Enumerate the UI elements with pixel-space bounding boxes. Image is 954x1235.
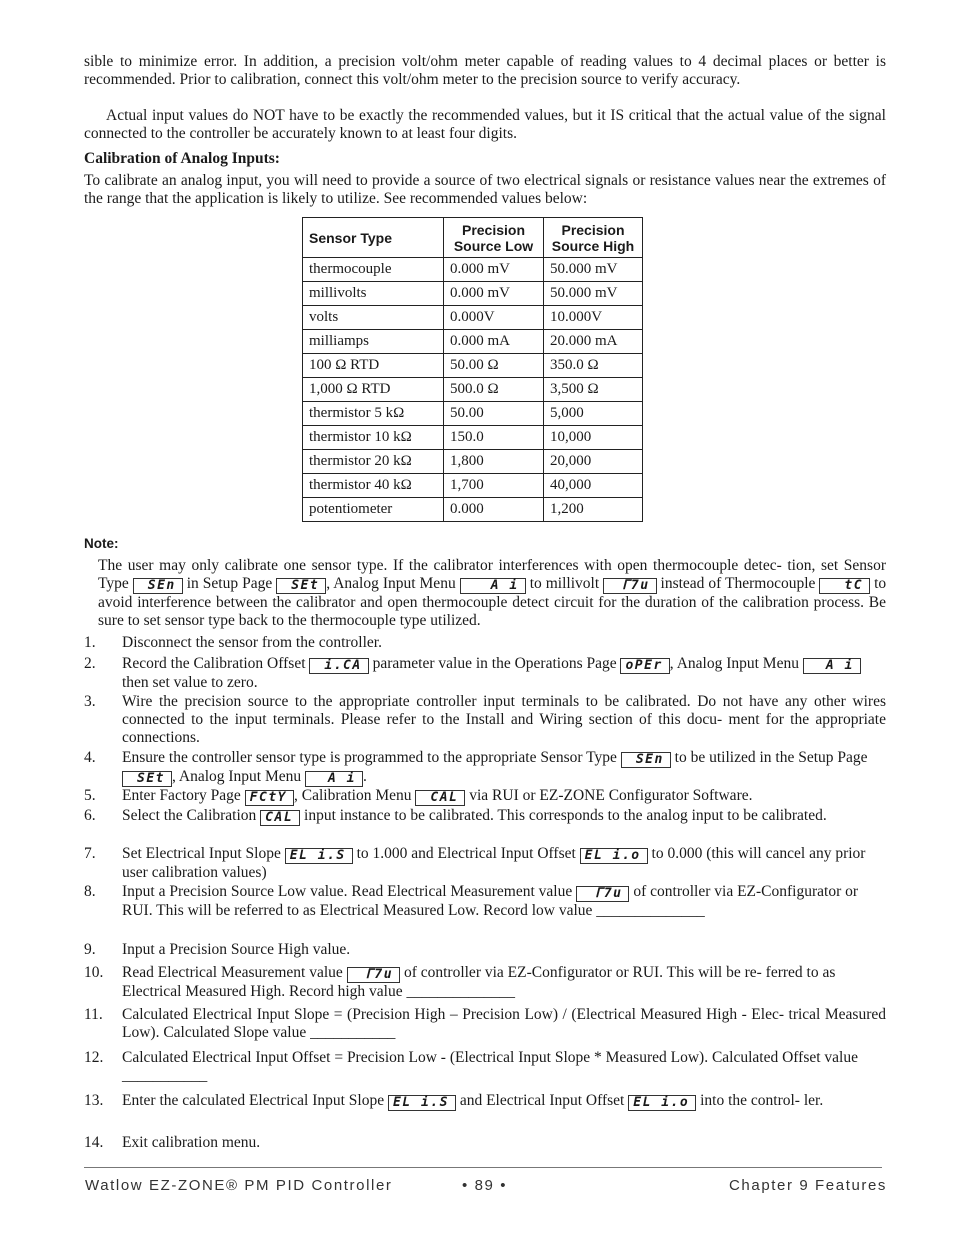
step-1: Disconnect the sensor from the controller. bbox=[122, 634, 382, 651]
thermocouple-code: tC bbox=[819, 578, 870, 594]
table-row bbox=[303, 402, 643, 426]
step-number: 1. bbox=[84, 634, 96, 651]
step-number: 6. bbox=[84, 807, 96, 824]
input-offset-code: EL i.o bbox=[580, 848, 648, 864]
step-number: 12. bbox=[84, 1049, 104, 1066]
table-row bbox=[303, 474, 643, 498]
cell-source-high: 350.0 Ω bbox=[544, 354, 643, 378]
table-row bbox=[303, 378, 643, 402]
table-row bbox=[303, 426, 643, 450]
step-text: . bbox=[363, 768, 367, 785]
cell-source-high: 20,000 bbox=[544, 450, 643, 474]
step-text: Record the Calibration Offset bbox=[122, 655, 306, 672]
step-text: to 0.000 (this will cancel any prior user calibration values) bbox=[122, 845, 866, 881]
note-text-1: The user may only calibrate one sensor type. If the calibrator interferences with open thermocouple detec- tion, set Sensor Type bbox=[98, 557, 886, 592]
calibration-menu-code: CAL bbox=[260, 810, 300, 826]
cell-source-high: 10,000 bbox=[544, 426, 643, 450]
input-slope-code: EL i.S bbox=[285, 848, 353, 864]
note-label: Note: bbox=[84, 536, 119, 551]
step-5 bbox=[122, 787, 886, 806]
step-text: parameter value in the Operations Page bbox=[372, 655, 617, 672]
cell-sensor-type: thermistor 10 kΩ bbox=[303, 426, 444, 450]
step-text: Ensure the controller sensor type is programmed to the appropriate Sensor Type bbox=[122, 749, 617, 766]
step-text: Input a Precision Source Low value. Read Electrical Measurement value bbox=[122, 883, 573, 900]
step-text: Set Electrical Input Slope bbox=[122, 845, 281, 862]
step-14: Exit calibration menu. bbox=[122, 1134, 261, 1151]
step-text: Enter Factory Page bbox=[122, 787, 241, 804]
sensor-type-code: SEn bbox=[133, 578, 183, 594]
section-heading: Calibration of Analog Inputs: bbox=[84, 150, 280, 167]
step-text: input instance to be calibrated. This corresponds to the analog input to be calibrated. bbox=[304, 807, 827, 824]
table-header-row bbox=[303, 218, 643, 258]
table-row bbox=[303, 258, 643, 282]
cell-sensor-type: potentiometer bbox=[303, 498, 444, 522]
cell-sensor-type: milliamps bbox=[303, 330, 444, 354]
step-2 bbox=[122, 655, 886, 692]
step-text: , Calibration Menu bbox=[293, 787, 412, 804]
note-text-3: , Analog Input Menu bbox=[326, 575, 456, 592]
note-text-5: instead of Thermocouple bbox=[660, 575, 816, 592]
millivolt-code: ᒥ7u bbox=[603, 578, 656, 594]
cell-source-low: 0.000 bbox=[444, 498, 544, 522]
step-9: Input a Precision Source High value. bbox=[122, 941, 351, 958]
cell-source-low: 500.0 Ω bbox=[444, 378, 544, 402]
cell-source-low: 0.000 mV bbox=[444, 258, 544, 282]
cell-source-high: 40,000 bbox=[544, 474, 643, 498]
footer-product: Watlow EZ-ZONE® PM PID Controller bbox=[85, 1177, 393, 1194]
cell-source-high: 50.000 mV bbox=[544, 282, 643, 306]
cell-source-high: 50.000 mV bbox=[544, 258, 643, 282]
cell-source-low: 1,700 bbox=[444, 474, 544, 498]
table-row bbox=[303, 498, 643, 522]
cell-source-low: 50.00 bbox=[444, 402, 544, 426]
step-text: Enter the calculated Electrical Input Slope bbox=[122, 1092, 385, 1109]
table-row bbox=[303, 330, 643, 354]
note-text bbox=[98, 557, 886, 630]
table-row bbox=[303, 354, 643, 378]
step-7 bbox=[122, 845, 886, 882]
step-number: 8. bbox=[84, 883, 96, 900]
step-text: and Electrical Input Offset bbox=[459, 1092, 625, 1109]
note-text-6: to avoid interference between the calibrator and open thermocouple detect circuit for the duration of the calibration process. Be sure to set sensor type back to the thermocouple type utilized. bbox=[98, 575, 887, 629]
cell-sensor-type: thermistor 20 kΩ bbox=[303, 450, 444, 474]
step-text: to be utilized in the Setup Page bbox=[674, 749, 868, 766]
step-10 bbox=[122, 964, 886, 1001]
step-number: 13. bbox=[84, 1092, 104, 1109]
step-text: , Analog Input Menu bbox=[171, 768, 302, 785]
step-text: to 1.000 and Electrical Input Offset bbox=[356, 845, 576, 862]
step-number: 5. bbox=[84, 787, 96, 804]
step-number: 7. bbox=[84, 845, 96, 862]
cell-sensor-type: thermocouple bbox=[303, 258, 444, 282]
step-number: 3. bbox=[84, 693, 96, 710]
cell-sensor-type: thermistor 40 kΩ bbox=[303, 474, 444, 498]
step-text: of controller via EZ-Configurator or RUI. This will be re- ferred to as Electrical Measured High. Record high value ______________ bbox=[122, 964, 836, 1000]
footer-divider bbox=[84, 1167, 882, 1168]
sensor-type-code: SEn bbox=[621, 752, 671, 768]
cell-source-high: 20.000 mA bbox=[544, 330, 643, 354]
cell-source-high: 1,200 bbox=[544, 498, 643, 522]
step-3: Wire the precision source to the appropriate controller input terminals to be calibrated. Do not have any other wires connected to the input terminals. Please refer to the Install and Wiring section of this docu- ment for the appropriate connections. bbox=[122, 693, 886, 746]
cell-sensor-type: 100 Ω RTD bbox=[303, 354, 444, 378]
header-source-low: Precision Source Low bbox=[444, 218, 544, 258]
step-text: , Analog Input Menu bbox=[669, 655, 799, 672]
step-number: 4. bbox=[84, 749, 96, 766]
analog-input-menu-code: A i bbox=[460, 578, 526, 594]
input-offset-code: EL i.o bbox=[628, 1095, 696, 1111]
cell-source-low: 0.000 mA bbox=[444, 330, 544, 354]
step-text: of controller via EZ-Configurator or RUI. This will be referred to as Electrical Measured Low. Record low value ______________ bbox=[122, 883, 859, 919]
calibration-offset-code: i.CA bbox=[309, 658, 368, 674]
step-text: Select the Calibration bbox=[122, 807, 257, 824]
measurement-value-code: ᒥ7u bbox=[347, 967, 400, 983]
step-number: 2. bbox=[84, 655, 96, 672]
section-intro: To calibrate an analog input, you will need to provide a source of two electrical signals or resistance values near the extremes of the range that the application is likely to utilize. See recommended values below: bbox=[84, 172, 886, 207]
cell-source-high: 5,000 bbox=[544, 402, 643, 426]
step-8 bbox=[122, 883, 886, 920]
intro-paragraph-2: Actual input values do NOT have to be exactly the recommended values, but it IS critical that the actual value of the signal connected to the controller be accurately known to at least four digits. bbox=[84, 107, 886, 142]
step-6 bbox=[122, 807, 886, 826]
step-number: 9. bbox=[84, 941, 96, 958]
calibration-values-table bbox=[302, 217, 643, 522]
table-row bbox=[303, 450, 643, 474]
footer-chapter: Chapter 9 Features bbox=[729, 1177, 888, 1194]
cell-source-low: 50.00 Ω bbox=[444, 354, 544, 378]
step-13 bbox=[122, 1092, 886, 1111]
cell-sensor-type: millivolts bbox=[303, 282, 444, 306]
setup-page-code: SEt bbox=[122, 771, 172, 787]
cell-sensor-type: thermistor 5 kΩ bbox=[303, 402, 444, 426]
analog-input-menu-code: A i bbox=[803, 658, 861, 674]
measurement-value-code: ᒥ7u bbox=[576, 886, 629, 902]
intro-paragraph-1: sible to minimize error. In addition, a precision volt/ohm meter capable of reading values to 4 decimal places or better is recommended. Prior to calibration, connect this volt/ohm meter to the precision source to verify accuracy. bbox=[84, 53, 886, 88]
step-text: then set value to zero. bbox=[122, 674, 258, 691]
step-text: Read Electrical Measurement value bbox=[122, 964, 343, 981]
cell-sensor-type: volts bbox=[303, 306, 444, 330]
cell-source-low: 0.000V bbox=[444, 306, 544, 330]
page-number: • 89 • bbox=[462, 1177, 508, 1194]
cell-source-low: 150.0 bbox=[444, 426, 544, 450]
note-text-2: in Setup Page bbox=[186, 575, 273, 592]
operations-page-code: oPEr bbox=[620, 658, 669, 674]
cell-source-high: 10.000V bbox=[544, 306, 643, 330]
header-source-high: Precision Source High bbox=[544, 218, 643, 258]
setup-page-code: SEt bbox=[276, 578, 326, 594]
calibration-menu-code: CAL bbox=[415, 790, 465, 806]
step-11: Calculated Electrical Input Slope = (Precision High – Precision Low) / (Electrical Measured High - Elec- trical Measured Low). Calculated Slope value ___________ bbox=[122, 1006, 886, 1041]
step-number: 11. bbox=[84, 1006, 103, 1023]
factory-page-code: FCtY bbox=[245, 790, 294, 806]
cell-source-low: 1,800 bbox=[444, 450, 544, 474]
step-text: into the control- ler. bbox=[700, 1092, 824, 1109]
table-row bbox=[303, 306, 643, 330]
table-row bbox=[303, 282, 643, 306]
cell-source-high: 3,500 Ω bbox=[544, 378, 643, 402]
step-12: Calculated Electrical Input Offset = Precision Low - (Electrical Input Slope * Measured Low). Calculated Offset value ___________ bbox=[122, 1049, 858, 1084]
step-number: 10. bbox=[84, 964, 104, 981]
step-number: 14. bbox=[84, 1134, 104, 1151]
step-text: via RUI or EZ-ZONE Configurator Software. bbox=[469, 787, 753, 804]
input-slope-code: EL i.S bbox=[388, 1095, 456, 1111]
note-text-4: to millivolt bbox=[529, 575, 600, 592]
cell-sensor-type: 1,000 Ω RTD bbox=[303, 378, 444, 402]
step-4 bbox=[122, 749, 886, 787]
cell-source-low: 0.000 mV bbox=[444, 282, 544, 306]
header-sensor-type: Sensor Type bbox=[303, 218, 444, 258]
analog-input-menu-code: A i bbox=[305, 771, 363, 787]
